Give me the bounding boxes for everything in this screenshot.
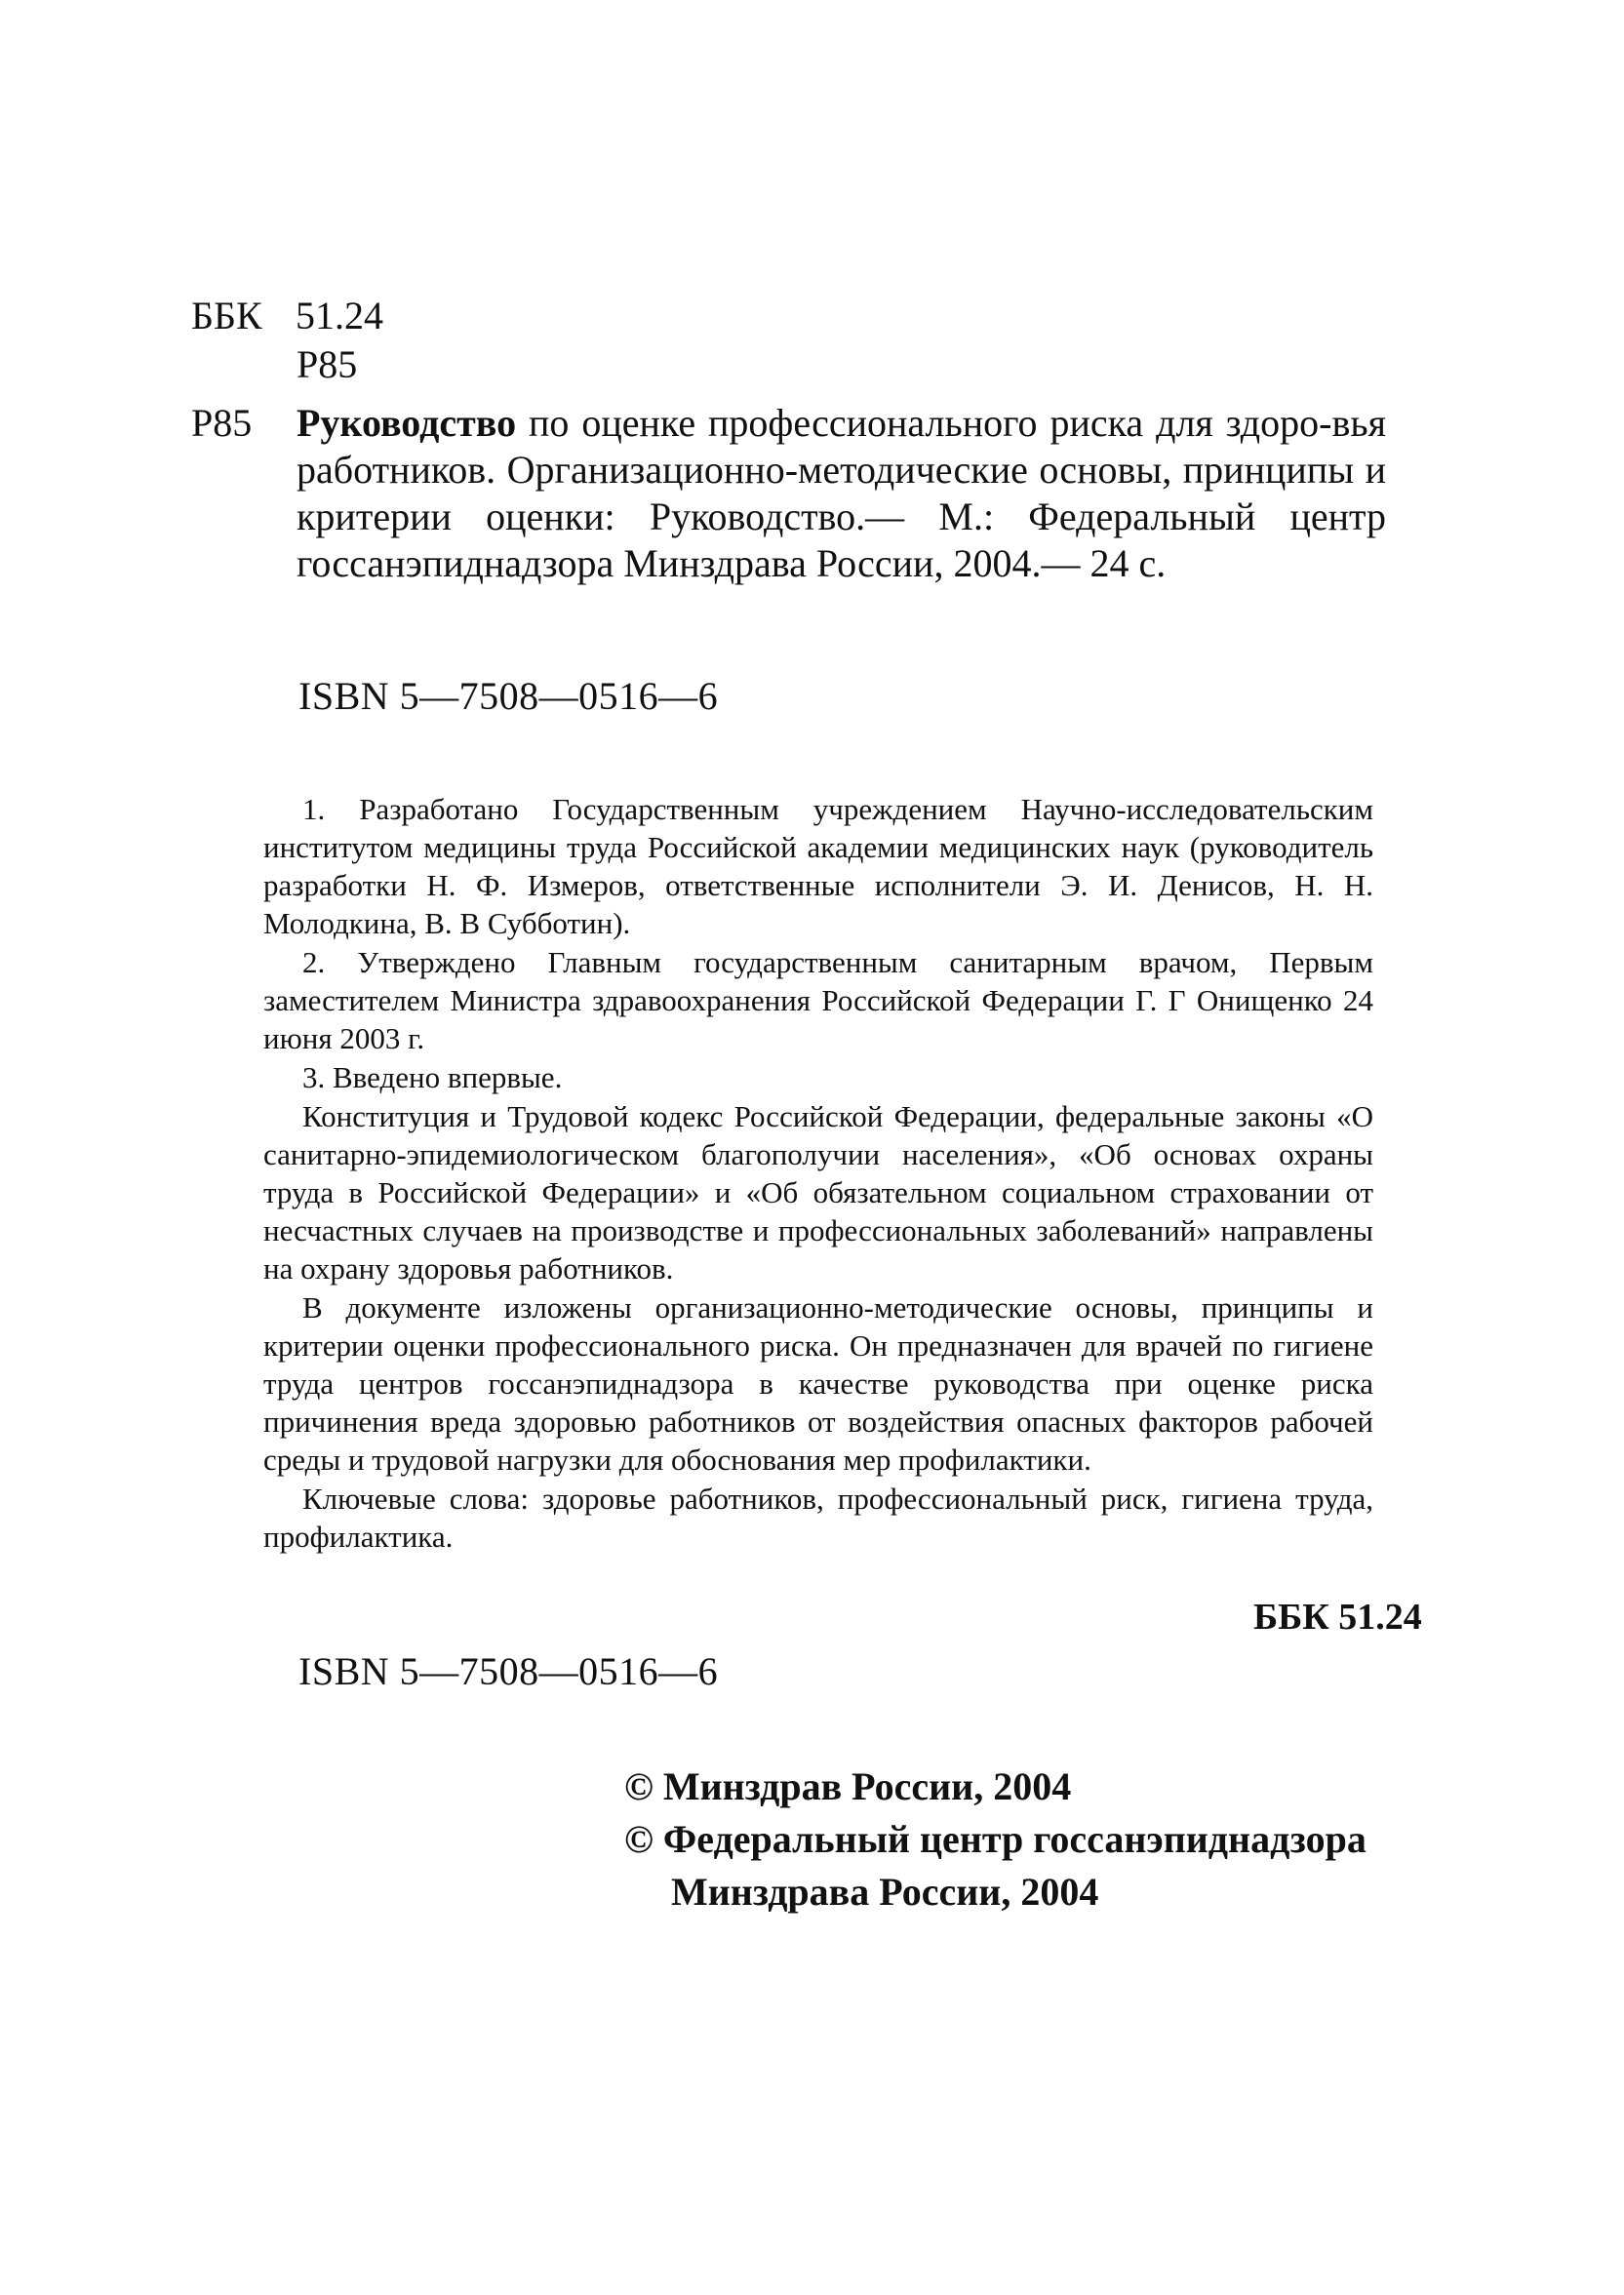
isbn-bottom: ISBN 5—7508—0516—6 bbox=[298, 1649, 719, 1693]
copyright-center: © Федеральный центр госсанэпиднадзора bbox=[624, 1817, 1367, 1861]
note-purpose: В документе изложены организационно-методические основы, принципы и критерии оценки профессионального риска. Он предназначен для врачей по гигиене труда центров госсанэпиднадзора в качестве руководства при оценке риска причинения вреда здоровью работников от воздействия опасных факторов рабочей среды и трудовой нагрузки для обоснования мер профилактики. bbox=[263, 1290, 1373, 1477]
entry-author-sign: Р85 bbox=[191, 401, 253, 445]
note-legal-basis: Конституция и Трудовой кодекс Российской Федерации, федеральные законы «О санитарно-эпидемиологическом благополучии населения», «Об основах охраны труда в Российской Федерации» и «Об обязательном социальном страховании от несчастных случаев на производстве и профессиональных заболеваний» направлены на охрану здоровья работников. bbox=[263, 1099, 1373, 1286]
copyright-center-cont: Минздрава России, 2004 bbox=[671, 1870, 1099, 1914]
bibliographic-entry bbox=[191, 400, 1386, 587]
entry-body bbox=[297, 400, 1386, 587]
bbk-bottom: ББК 51.24 bbox=[1253, 1597, 1422, 1638]
note-keywords: Ключевые слова: здоровье работников, профессиональный риск, гигиена труда, профилактика. bbox=[263, 1482, 1373, 1554]
copyright-ministry: © Минздрав России, 2004 bbox=[624, 1764, 1072, 1808]
note-developed: 1. Разработано Государственным учреждением Научно-исследовательским институтом медицины труда Российской академии медицинских наук (руководитель разработки Н. Ф. Измеров, ответственные исполнители Э. И. Денисов, Н. Н. Молодкина, В. В Субботин). bbox=[263, 792, 1373, 940]
notes-block bbox=[263, 790, 1373, 1557]
copyright-block bbox=[624, 1761, 1367, 1919]
bbk-label: ББК bbox=[191, 294, 262, 337]
author-sign: Р85 bbox=[297, 342, 358, 386]
bbk-code: 51.24 bbox=[296, 294, 383, 337]
entry-text: по оценке профессионального риска для здоро-вья работников. Организационно-методические основы, принципы и критерии оценки: Руководство.— М.: Федеральный центр госсанэпиднадзора Минздрава России, 2004.— 24 с. bbox=[297, 401, 1386, 585]
entry-title: Руководство bbox=[297, 401, 517, 445]
note-introduced: 3. Введено впервые. bbox=[302, 1060, 563, 1094]
isbn: ISBN 5—7508—0516—6 bbox=[298, 674, 719, 718]
note-approved: 2. Утверждено Главным государственным санитарным врачом, Первым заместителем Министра здравоохранения Российской Федерации Г. Г Онищенко 24 июня 2003 г. bbox=[263, 945, 1373, 1055]
bbk-classification bbox=[191, 293, 383, 339]
